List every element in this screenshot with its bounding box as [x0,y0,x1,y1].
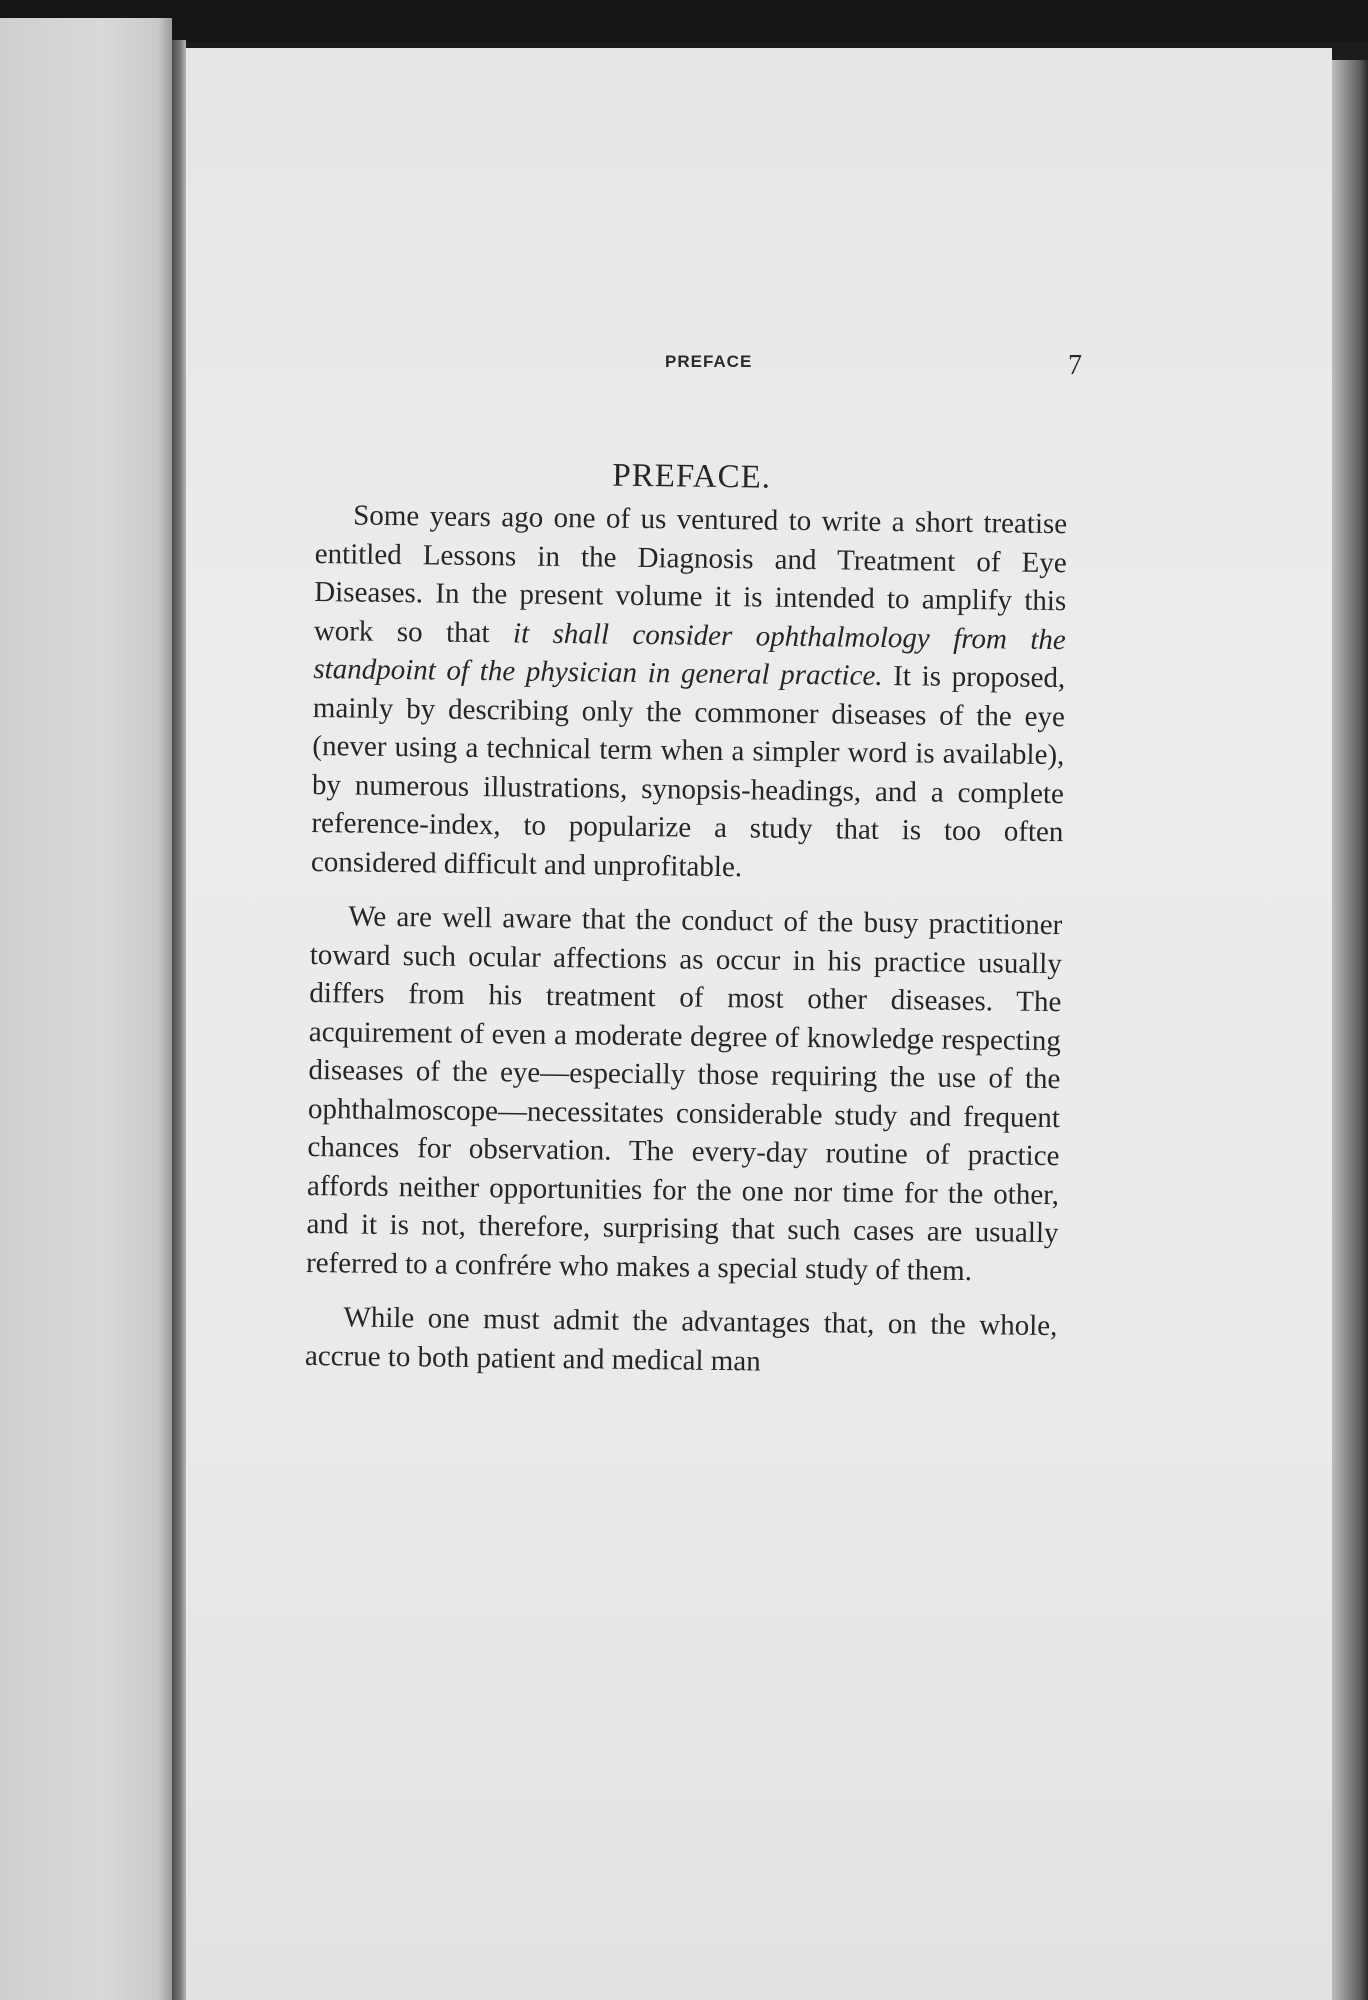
page-number: 7 [1068,350,1082,381]
paragraph-1-italic: it shall consider ophthalmology from the standpoint of the physician in general practice. [313,616,1066,692]
paragraph-1-text-b: It is proposed, mainly by describing only the commoner diseases of the eye (never using a technical term when a simpler word is available), by numerous illustrations, synopsis-headings, and a complete reference-index, to popularize a study that is too often considered difficult and unprofitable. [310,659,1066,883]
scan-border-top [0,0,1368,42]
paragraph-1-text-a: Some years ago one of us ventured to write a short treatise entitled Lessons in the Diagnosis and Treatment of Eye Diseases. In the present volume it is intended to amplify this work so that [313,499,1068,649]
section-heading: PREFACE. [612,457,772,496]
running-head: PREFACE [665,352,753,371]
paragraph-2: We are well aware that the conduct of the busy practitioner toward such ocular affections as occur in his practice usually differs from his treatment of most other diseases. The acquirement of even a moderate degree of knowledge respecting diseases of the eye—especially those requiring the use of the ophthalmoscope—necessitates considerable study and frequent chances for observation. The every-day routine of practice affords neither opportunities for the one nor time for the other, and it is not, therefore, surprising that such cases are usually referred to a confrére who makes a special study of them. [305,900,1063,1287]
paragraph-3: While one must admit the advantages that, on the whole, accrue to both patient and medical man [304,1301,1058,1377]
previous-page-edge [0,18,172,2000]
text-block [305,452,1068,1400]
paragraph-1 [311,496,1068,890]
page-stack-edge [1332,60,1368,2000]
book-gutter [172,40,186,2000]
